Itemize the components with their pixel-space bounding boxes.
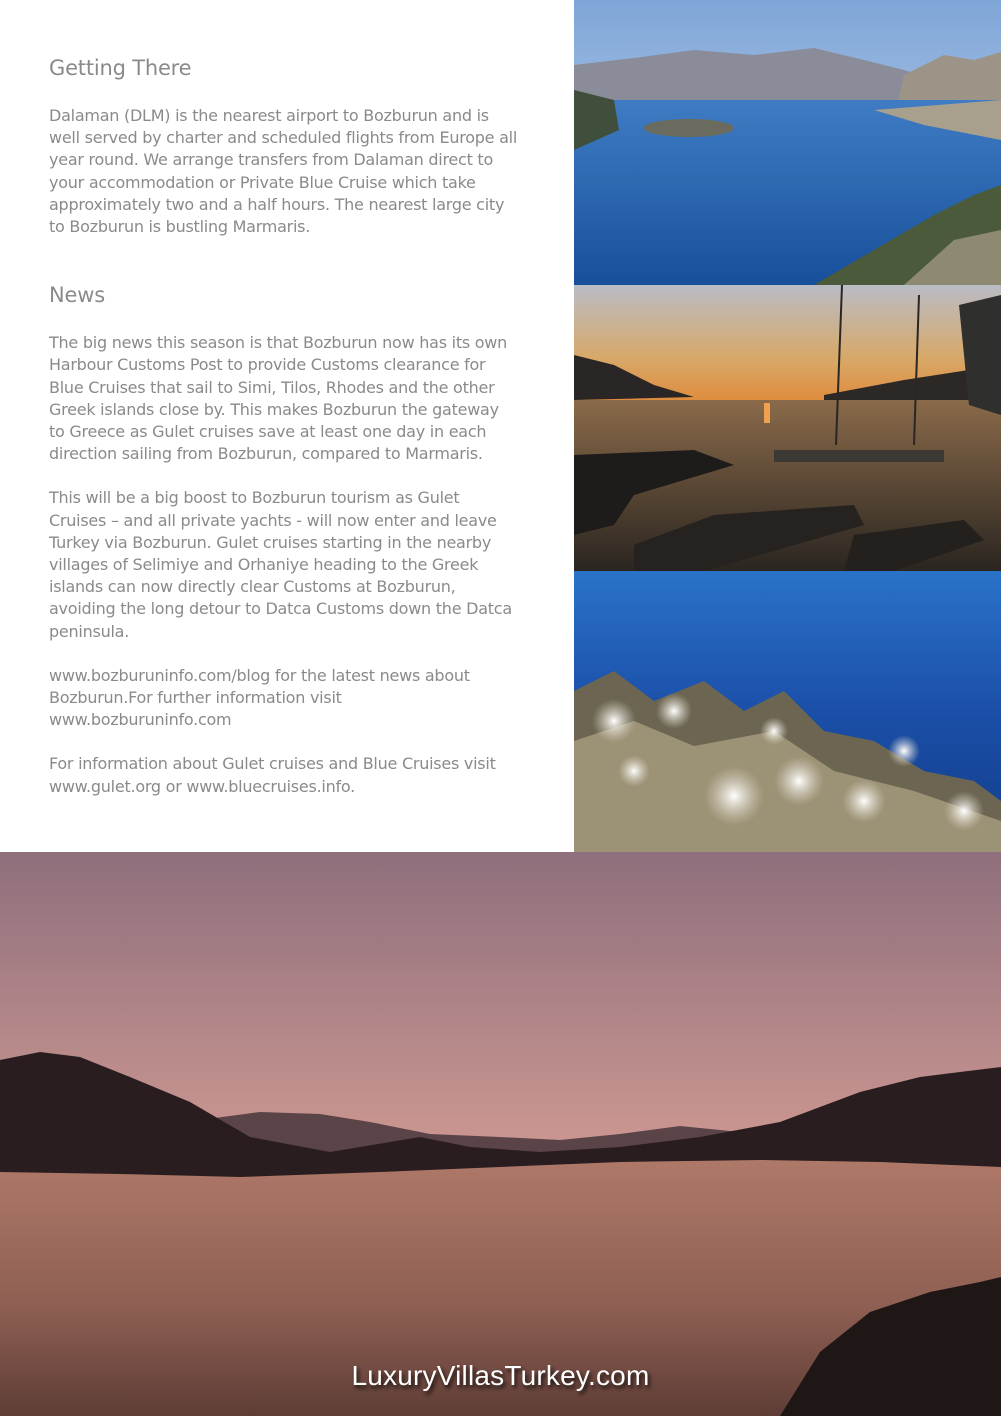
getting-there-body: Dalaman (DLM) is the nearest airport to Bozburun and is well served by charter and scheduled flights from Europe all year round. We arrange transfers from Dalaman direct to your accommodation or Private Blue Cruise which take approximately two and a half hours. The nearest large city to Bozburun is bustling Marmaris. [49, 106, 518, 237]
news-paragraph-gulet: For information about Gulet cruises and Blue Cruises visit www.gulet.org or www.bluecruises.info. [49, 754, 496, 796]
harbour-photo [574, 285, 1001, 571]
bay-photo [574, 0, 1001, 285]
sunset-panorama-photo [0, 852, 1001, 1416]
text-column [49, 56, 519, 798]
news-paragraph-blog: www.bozburuninfo.com/blog for the latest news about Bozburun.For further information visit www.bozburuninfo.com [49, 665, 470, 730]
getting-there-heading: Getting There [49, 56, 192, 80]
news-heading: News [49, 283, 105, 308]
news-paragraph-customs: The big news this season is that Bozburun now has its own Harbour Customs Post to provide Customs clearance for Blue Cruises that sail to Simi, Tilos, Rhodes and the other Greek islands close by. This makes Bozburun the gateway to Greece as Gulet cruises save at least one day in each direction sailing from Bozburun, compared to Marmaris. [49, 333, 508, 464]
news-paragraph-tourism: This will be a big boost to Bozburun tourism as Gulet Cruises – and all private yachts - will now enter and leave Turkey via Bozburun. Gulet cruises starting in the nearby villages of Selimiye and Orhaniye heading to the Greek islands can now directly clear Customs at Bozburun, avoiding the long detour to Datca Customs down the Datca peninsula. [49, 488, 512, 641]
brand-wordmark: LuxuryVillasTurkey.com [351, 1360, 650, 1391]
underwater-photo [574, 571, 1001, 852]
